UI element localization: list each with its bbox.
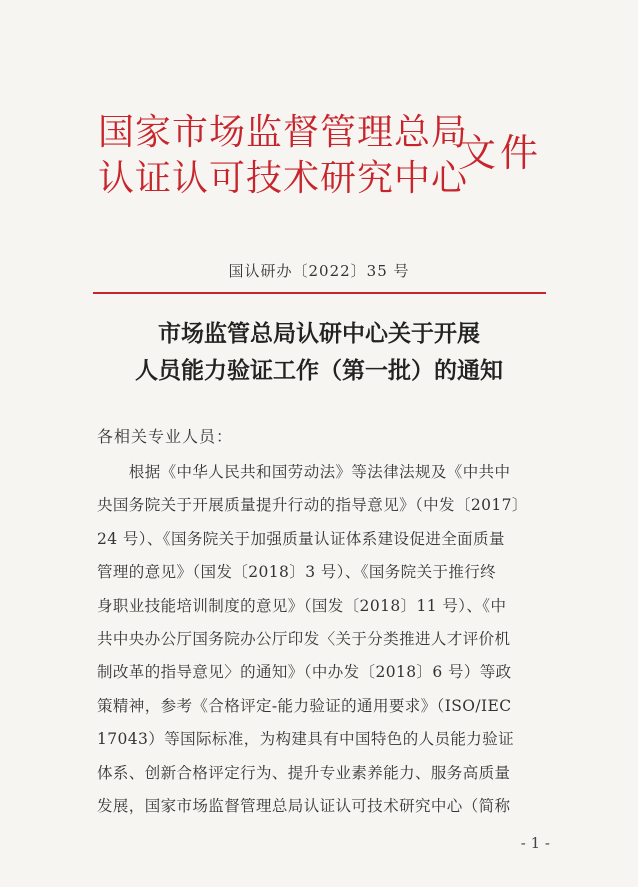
issuing-organization — [98, 110, 468, 202]
body-line: 体系、创新合格评定行为、提升专业素养能力、服务高质量 — [97, 763, 511, 782]
body-line: 共中央办公厅国务院办公厅印发〈关于分类推进人才评价机 — [97, 629, 511, 648]
body-line: 24 号）、《国务院关于加强质量认证体系建设促进全面质量 — [97, 529, 505, 548]
body-line: 17043）等国际标准，为构建具有中国特色的人员能力验证 — [97, 730, 515, 749]
title-line-2: 人员能力验证工作（第一批）的通知 — [135, 358, 503, 384]
document-number: 国认研办〔2022〕35 号 — [228, 262, 410, 280]
document-title — [0, 316, 638, 390]
body-line: 发展，国家市场监督管理总局认证认可技术研究中心（简称 — [97, 796, 511, 815]
document-type-label: 文件 — [458, 131, 543, 175]
body-line: 管理的意见》（国发〔2018〕3 号）、《国务院关于推行终 — [97, 563, 497, 582]
org-name-line-2: 认证认可技术研究中心 — [98, 158, 469, 199]
body-line: 身职业技能培训制度的意见》（国发〔2018〕11 号）、《中 — [97, 596, 507, 615]
body-line: 根据《中华人民共和国劳动法》等法律法规及《中共中 — [97, 463, 511, 481]
red-divider-line — [93, 292, 546, 294]
title-line-1: 市场监管总局认研中心关于开展 — [158, 321, 480, 347]
salutation: 各相关专业人员： — [97, 427, 234, 446]
body-line: 制改革的指导意见〉的通知》（中办发〔2018〕6 号）等政 — [97, 663, 512, 682]
body-line: 央国务院关于开展质量提升行动的指导意见》（中发〔2017〕 — [97, 496, 528, 515]
page-number: - 1 - — [520, 834, 550, 852]
body-line: 策精神，参考《合格评定-能力验证的通用要求》（ISO/IEC — [97, 696, 512, 715]
body-paragraph — [97, 456, 552, 823]
org-name-line-1: 国家市场监督管理总局 — [98, 112, 469, 153]
